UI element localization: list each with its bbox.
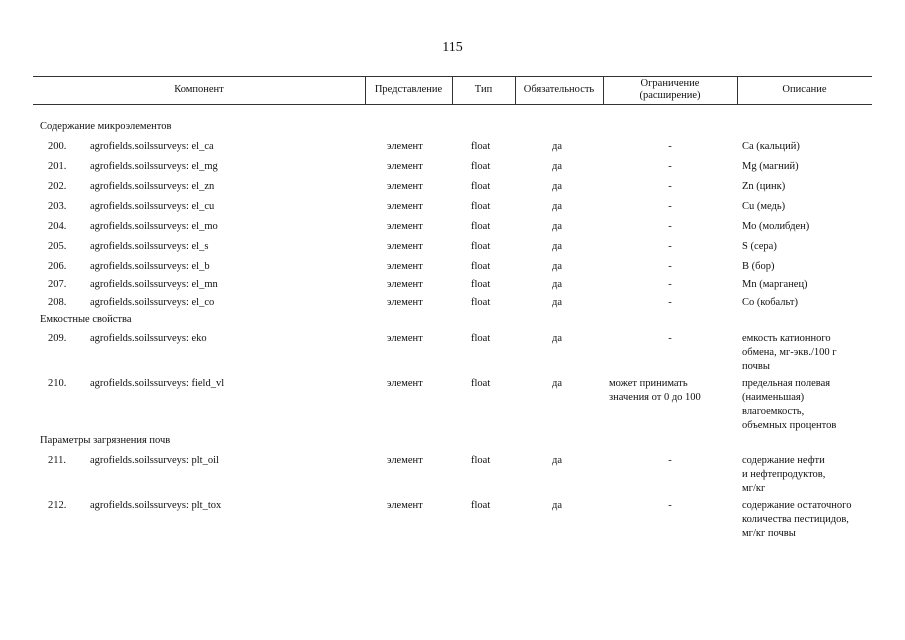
type-cell: float [471,455,491,466]
description-cell: Mn (марганец) [742,279,808,290]
description-cell: Со (кобальт) [742,297,799,308]
limit-cell: - [668,455,672,466]
representation-cell: элемент [387,181,423,192]
type-cell: float [471,279,491,290]
component-name: agrofields.soilssurveys: el_s [90,241,209,252]
row-number: 202. [48,181,67,192]
header-representation: Представление [374,84,443,95]
limit-cell: - [668,279,672,290]
component-name: agrofields.soilssurveys: field_vl [90,378,225,389]
required-cell: да [552,141,563,152]
header-limit-line1: Ограничение [640,78,700,89]
type-cell: float [471,500,491,511]
required-cell: да [552,161,563,172]
limit-cell: - [668,241,672,252]
representation-cell: элемент [387,221,423,232]
description-cell: S (сера) [742,241,777,252]
limit-cell: - [668,181,672,192]
description-cell-line: объемных процентов [742,420,837,431]
representation-cell: элемент [387,455,423,466]
component-name: agrofields.soilssurveys: el_cu [90,201,215,212]
type-cell: float [471,241,491,252]
required-cell: да [552,261,563,272]
row-number: 207. [48,279,67,290]
description-cell [742,454,874,496]
description-cell-line: содержание нефти [742,455,825,466]
component-name: agrofields.soilssurveys: plt_oil [90,455,219,466]
type-cell: float [471,378,491,389]
required-cell: да [552,333,563,344]
row-number: 204. [48,221,67,232]
component-name: agrofields.soilssurveys: el_mo [90,221,218,232]
description-cell [742,332,874,374]
type-cell: float [471,333,491,344]
description-cell [742,499,874,541]
component-name: agrofields.soilssurveys: plt_tox [90,500,222,511]
type-cell: float [471,141,491,152]
description-cell: Мо (молибден) [742,221,810,232]
component-name: agrofields.soilssurveys: el_zn [90,181,215,192]
representation-cell: элемент [387,333,423,344]
description-cell-line: количества пестицидов, [742,514,849,525]
limit-cell: - [668,333,672,344]
description-cell [742,377,874,433]
required-cell: да [552,221,563,232]
description-cell-line: почвы [742,361,770,372]
limit-cell: - [668,297,672,308]
row-number: 210. [48,378,67,389]
description-cell: Mg (магний) [742,161,799,172]
header-component: Компонент [174,84,224,95]
required-cell: да [552,297,563,308]
required-cell: да [552,378,563,389]
representation-cell: элемент [387,141,423,152]
representation-cell: элемент [387,279,423,290]
component-name: agrofields.soilssurveys: el_mn [90,279,218,290]
limit-cell: - [668,261,672,272]
section-heading-micro: Содержание микроэлементов [40,121,172,132]
required-cell: да [552,500,563,511]
header-limit-line2: (расширение) [639,90,701,101]
type-cell: float [471,201,491,212]
description-cell-line: мг/кг почвы [742,528,796,539]
row-number: 203. [48,201,67,212]
limit-cell: - [668,201,672,212]
required-cell: да [552,279,563,290]
row-number: 209. [48,333,67,344]
description-cell-line: мг/кг [742,483,766,494]
representation-cell: элемент [387,201,423,212]
section-heading-capacity: Емкостные свойства [40,314,132,325]
row-number: 201. [48,161,67,172]
description-cell-line: предельная полевая [742,378,831,389]
header-description: Описание [782,84,827,95]
description-cell: В (бор) [742,261,775,272]
description-cell-line: обмена, мг-экв./100 г [742,347,837,358]
limit-cell-line: значения от 0 до 100 [609,392,701,403]
row-number: 208. [48,297,67,308]
limit-cell [609,377,737,405]
section-heading-pollution: Параметры загрязнения почв [40,435,171,446]
type-cell: float [471,297,491,308]
description-cell: Cu (медь) [742,201,786,212]
description-cell-line: емкость катионного [742,333,831,344]
component-name: agrofields.soilssurveys: el_co [90,297,215,308]
header-type: Тип [474,84,493,95]
representation-cell: элемент [387,378,423,389]
row-number: 211. [48,455,66,466]
description-cell: Zn (цинк) [742,181,786,192]
component-name: agrofields.soilssurveys: eko [90,333,207,344]
row-number: 205. [48,241,67,252]
description-cell-line: (наименьшая) [742,392,805,403]
required-cell: да [552,455,563,466]
page-number: 115 [442,40,463,55]
description-cell-line: содержание остаточного [742,500,852,511]
limit-cell: - [668,141,672,152]
type-cell: float [471,221,491,232]
representation-cell: элемент [387,161,423,172]
row-number: 200. [48,141,67,152]
table-header-rule [33,104,872,105]
required-cell: да [552,181,563,192]
required-cell: да [552,241,563,252]
component-name: agrofields.soilssurveys: el_mg [90,161,218,172]
row-number: 212. [48,500,67,511]
description-cell: Са (кальций) [742,141,800,152]
component-name: agrofields.soilssurveys: el_ca [90,141,214,152]
representation-cell: элемент [387,241,423,252]
component-name: agrofields.soilssurveys: el_b [90,261,210,272]
description-cell-line: влагоемкость, [742,406,805,417]
type-cell: float [471,261,491,272]
representation-cell: элемент [387,500,423,511]
type-cell: float [471,181,491,192]
limit-cell: - [668,161,672,172]
limit-cell-line: может принимать [609,378,688,389]
header-limit [603,76,737,104]
type-cell: float [471,161,491,172]
representation-cell: элемент [387,297,423,308]
limit-cell: - [668,221,672,232]
description-cell-line: и нефтепродуктов, [742,469,826,480]
required-cell: да [552,201,563,212]
limit-cell: - [668,500,672,511]
header-required: Обязательность [523,84,595,95]
row-number: 206. [48,261,67,272]
representation-cell: элемент [387,261,423,272]
